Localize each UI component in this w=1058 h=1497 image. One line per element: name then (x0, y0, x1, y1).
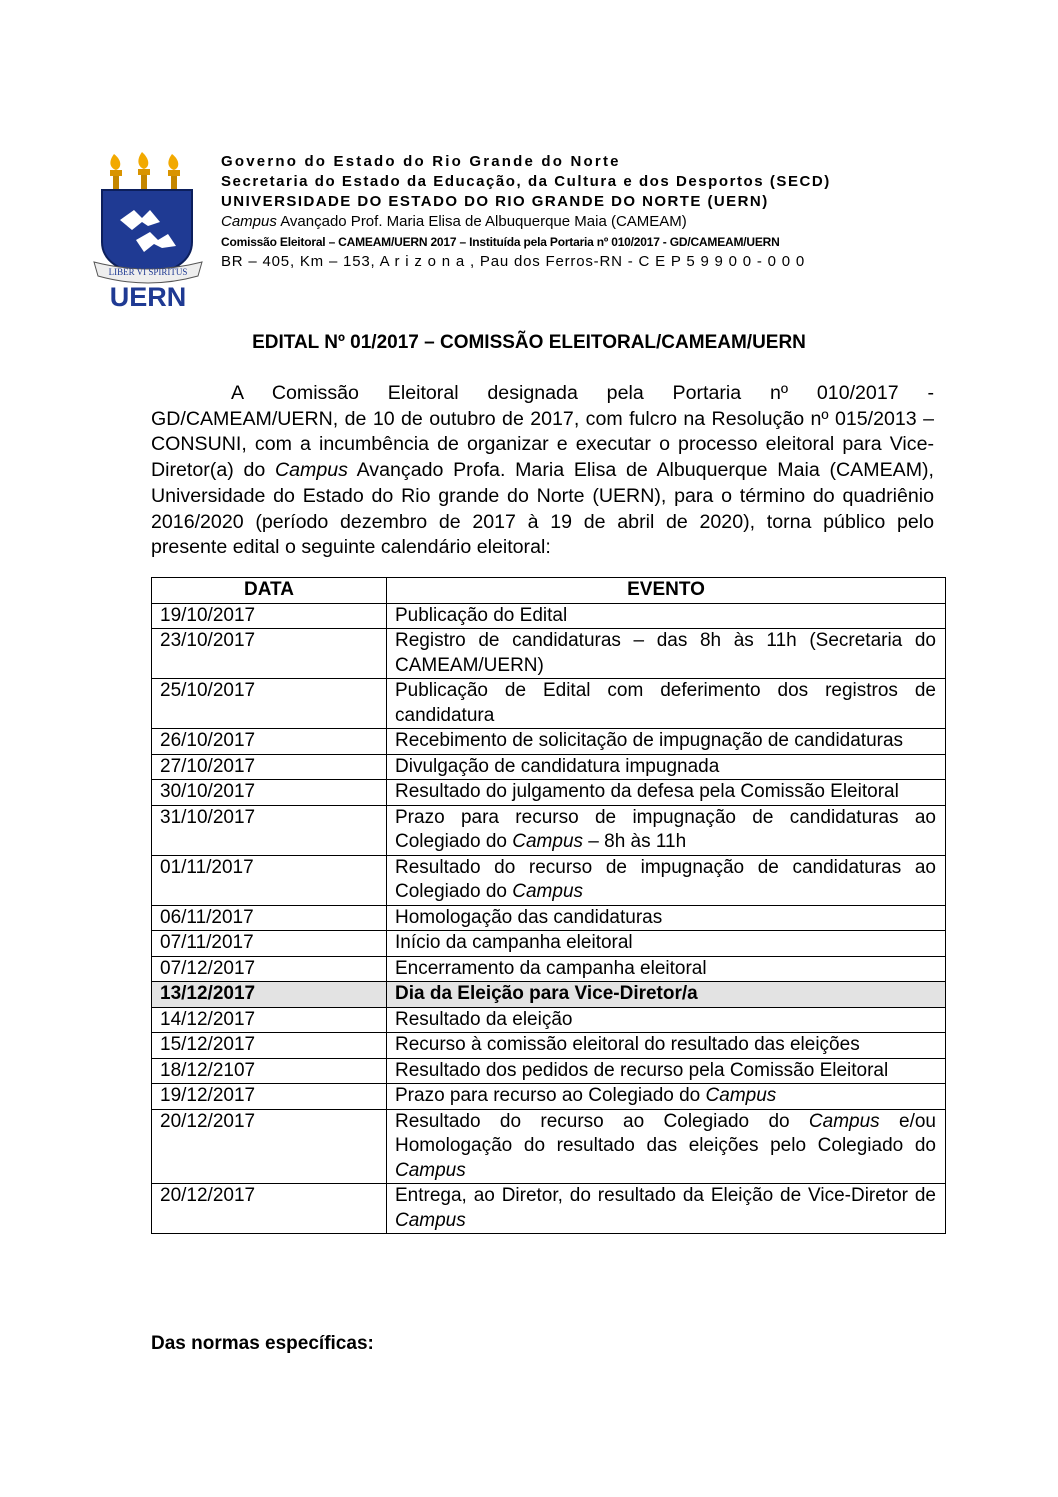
date-cell: 30/10/2017 (152, 780, 387, 806)
event-cell: Resultado da eleição (387, 1007, 946, 1033)
table-row (152, 805, 946, 855)
table-row (152, 1184, 946, 1234)
date-cell: 06/11/2017 (152, 905, 387, 931)
table-row (152, 1033, 946, 1059)
date-cell: 07/12/2017 (152, 956, 387, 982)
event-text: Prazo para recurso de impugnação de candidaturas ao Colegiado do (395, 806, 936, 852)
date-cell: 20/12/2017 (152, 1184, 387, 1234)
event-cell: Publicação do Edital (387, 603, 946, 629)
event-text: Resultado do recurso de impugnação de candidaturas ao Colegiado do (395, 856, 936, 902)
header-line-campus (221, 212, 961, 232)
date-cell: 14/12/2017 (152, 1007, 387, 1033)
event-italic: Campus (512, 881, 584, 902)
table-row (152, 931, 946, 957)
section-heading: Das normas específicas: (151, 1333, 374, 1354)
event-cell: Recebimento de solicitação de impugnação de candidaturas (387, 729, 946, 755)
date-cell: 31/10/2017 (152, 805, 387, 855)
event-cell (387, 855, 946, 905)
column-header-event: EVENTO (387, 578, 946, 604)
intro-italic: Campus (274, 459, 348, 482)
column-header-date: DATA (152, 578, 387, 604)
table-row (152, 629, 946, 679)
event-text: Entrega, ao Diretor, do resultado da Eleição de Vice-Diretor de (395, 1185, 936, 1206)
intro-text-2: Avançado Profa. Maria Elisa de Albuquerque Maia (CAMEAM), Universidade do Estado do Rio grande do Norte (UERN), para o término do quadriênio 2016/2020 (período dezembro de 2017 à 19 de abril de 2020), torna público pelo presente edital o seguinte calendário eleitoral: (151, 459, 934, 559)
header-line-secretariat: Secretaria do Estado da Educação, da Cultura e dos Desportos (SECD) (221, 173, 831, 190)
shield-icon (102, 190, 192, 276)
event-cell (387, 1084, 946, 1110)
date-cell: 01/11/2017 (152, 855, 387, 905)
calendar-table (151, 577, 946, 1234)
event-cell (387, 1184, 946, 1234)
event-text: – 8h às 11h (583, 831, 687, 852)
table-row (152, 1109, 946, 1184)
table-row (152, 1058, 946, 1084)
logo-motto: LIBER VI SPIRITUS (108, 267, 188, 277)
campus-name: Avançado Prof. Maria Elisa de Albuquerque Maia (CAMEAM) (276, 213, 687, 230)
date-cell: 26/10/2017 (152, 729, 387, 755)
event-cell: Resultado dos pedidos de recurso pela Comissão Eleitoral (387, 1058, 946, 1084)
event-cell (387, 805, 946, 855)
header-line-address: BR – 405, Km – 153, A r i z o n a , Pau dos Ferros-RN - C E P 5 9 9 0 0 - 0 0 0 (221, 253, 806, 270)
table-row (152, 603, 946, 629)
table-row (152, 1084, 946, 1110)
event-cell: Recurso à comissão eleitoral do resultado das eleições (387, 1033, 946, 1059)
event-italic: Campus (395, 1159, 466, 1181)
table-row (152, 780, 946, 806)
event-cell: Publicação de Edital com deferimento dos registros de candidatura (387, 679, 946, 729)
date-cell: 15/12/2017 (152, 1033, 387, 1059)
table-row (152, 729, 946, 755)
event-italic: Campus (808, 1110, 880, 1132)
table-header-row (152, 578, 946, 604)
intro-text-1: A Comissão Eleitoral designada pela Portaria nº 010/2017 - GD/CAMEAM/UERN, de 10 de outubro de 2017, com fulcro na Resolução nº 015/2013 – CONSUNI, com a incumbência de organizar e executar o processo eleitoral para Vice-Diretor(a) do (151, 382, 934, 482)
event-cell: Homologação das candidaturas (387, 905, 946, 931)
event-text: Prazo para recurso ao Colegiado do (395, 1085, 706, 1106)
header-line-government: Governo do Estado do Rio Grande do Norte (221, 153, 621, 170)
table-row (152, 905, 946, 931)
date-cell: 13/12/2017 (152, 982, 387, 1008)
header-line-commission: Comissão Eleitoral – CAMEAM/UERN 2017 – Instituída pela Portaria nº 010/2017 - GD/CAMEAM/UERN (221, 235, 780, 249)
event-cell: Divulgação de candidatura impugnada (387, 754, 946, 780)
campus-italic: Campus (221, 213, 277, 230)
event-text: e/ou Homologação do resultado das eleições pelo Colegiado do (395, 1110, 936, 1156)
event-text: Resultado do recurso ao Colegiado do (395, 1110, 809, 1132)
event-cell: Resultado do julgamento da defesa pela Comissão Eleitoral (387, 780, 946, 806)
date-cell: 18/12/2107 (152, 1058, 387, 1084)
torch-icon (110, 152, 180, 190)
event-italic: Campus (395, 1209, 466, 1231)
event-cell: Dia da Eleição para Vice-Diretor/a (387, 982, 946, 1008)
date-cell: 23/10/2017 (152, 629, 387, 679)
date-cell: 19/12/2017 (152, 1084, 387, 1110)
date-cell: 25/10/2017 (152, 679, 387, 729)
table-row (152, 754, 946, 780)
table-row (152, 855, 946, 905)
event-cell: Início da campanha eleitoral (387, 931, 946, 957)
intro-paragraph (151, 381, 934, 561)
event-cell (387, 1109, 946, 1184)
logo-text: UERN (109, 282, 187, 308)
table-row (152, 956, 946, 982)
event-cell: Encerramento da campanha eleitoral (387, 956, 946, 982)
page-title: EDITAL Nº 01/2017 – COMISSÃO ELEITORAL/CAMEAM/UERN (252, 332, 806, 353)
header-line-university: UNIVERSIDADE DO ESTADO DO RIO GRANDE DO NORTE (UERN) (221, 193, 769, 210)
table-row (152, 679, 946, 729)
date-cell: 07/11/2017 (152, 931, 387, 957)
letterhead (221, 152, 961, 272)
table-row (152, 1007, 946, 1033)
event-italic: Campus (512, 831, 584, 852)
date-cell: 27/10/2017 (152, 754, 387, 780)
event-italic: Campus (705, 1085, 777, 1106)
uern-logo (92, 150, 204, 308)
date-cell: 19/10/2017 (152, 603, 387, 629)
event-cell: Registro de candidaturas – das 8h às 11h (Secretaria do CAMEAM/UERN) (387, 629, 946, 679)
date-cell: 20/12/2017 (152, 1109, 387, 1184)
table-row-highlighted (152, 982, 946, 1008)
